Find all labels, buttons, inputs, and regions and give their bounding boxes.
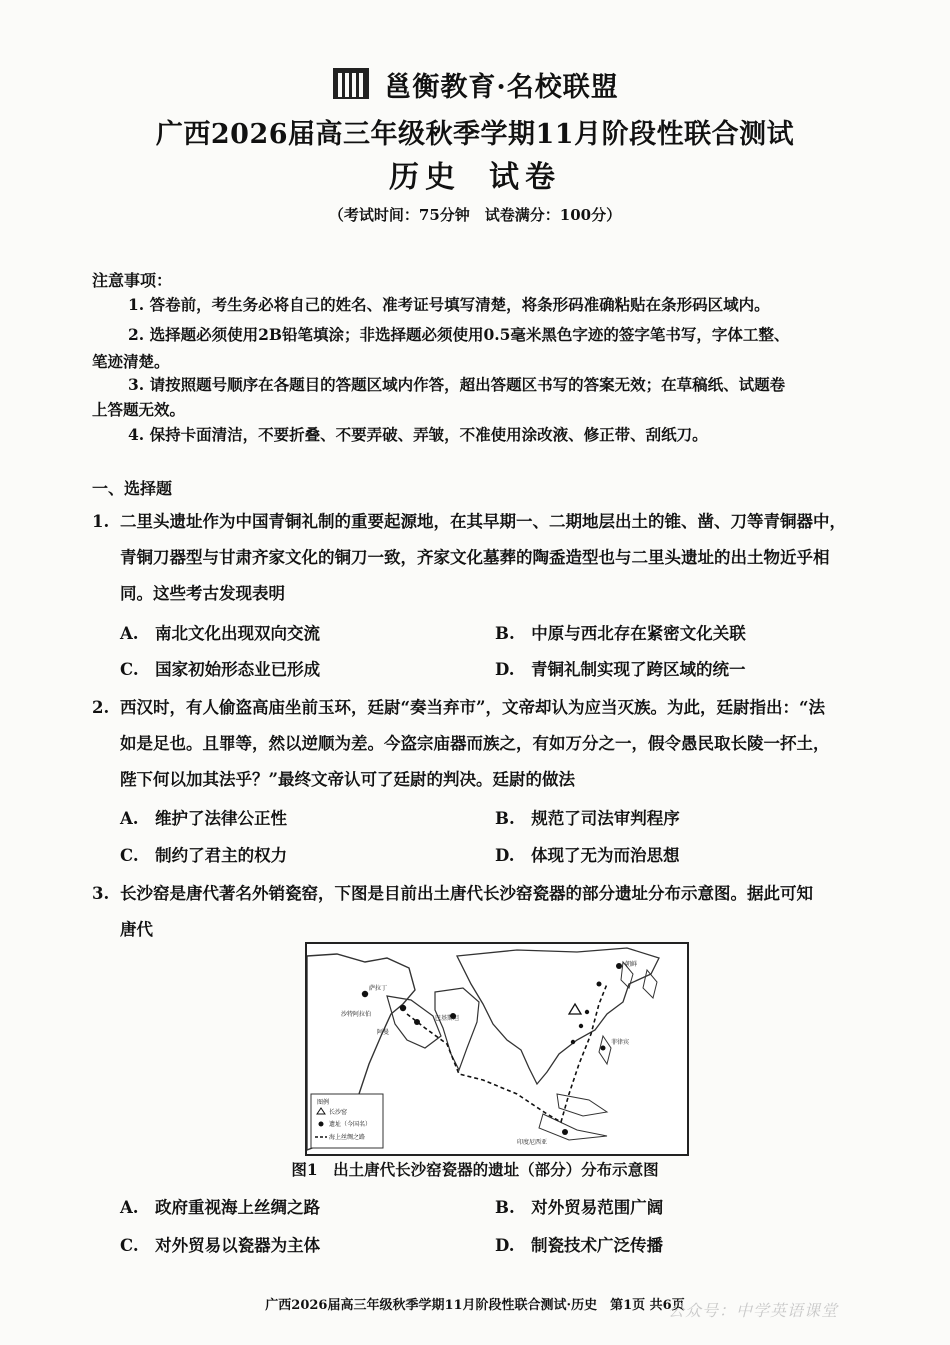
question-text: 二里头遗址作为中国青铜礼制的重要起源地，在其早期一、二期地层出土的锥、凿、刀等青铜器中， [120, 512, 846, 531]
question-text: 陛下何以加其法乎？”最终文帝认可了廷尉的判决。廷尉的做法 [120, 770, 575, 789]
note-item: 2. 选择题必须使用2B铅笔填涂；非选择题必须使用0.5毫米黑色字迹的签字笔书写，字体工整、 [128, 325, 790, 344]
site-dot [585, 1010, 589, 1014]
subject-title [0, 152, 950, 196]
site-dot [562, 1129, 568, 1135]
site-dot [571, 1040, 575, 1044]
question-number: 1. [92, 512, 110, 531]
option-b[interactable]: B. 规范了司法审判程序 [495, 809, 680, 828]
books-logo-icon [331, 64, 371, 104]
map-label: 萨拉丁 [369, 985, 388, 992]
map-label: 巴基斯坦 [435, 1015, 460, 1022]
exam-meta: （考试时间：75分钟 试卷满分：100分） [328, 206, 622, 224]
site-dot [616, 963, 622, 969]
map-label: 沙特阿拉伯 [341, 1011, 372, 1018]
paper-type: 试卷 [489, 160, 561, 195]
legend-dot-icon [319, 1122, 324, 1127]
option-a[interactable]: A. 南北文化出现双向交流 [120, 624, 321, 643]
legend-title: 图例 [317, 1099, 330, 1106]
site-dot [362, 991, 368, 997]
legend-item: 遗址（今国名） [329, 1121, 372, 1128]
coastline-india [435, 988, 479, 1070]
question-number: 3. [92, 884, 110, 903]
note-item: 笔迹清楚。 [92, 352, 170, 371]
coastline-japan [643, 970, 657, 998]
figure-caption: 图1 出土唐代长沙窑瓷器的遗址（部分）分布示意图 [291, 1160, 659, 1179]
section-title: 一、选择题 [92, 479, 173, 498]
option-c[interactable]: C. 对外贸易以瓷器为主体 [120, 1236, 321, 1255]
header-brand-row [0, 64, 950, 104]
map-label: 朝鲜 [625, 961, 638, 968]
question-3 [92, 876, 882, 948]
note-item: 上答题无效。 [92, 400, 186, 419]
site-dot [414, 1019, 420, 1025]
question-text: 青铜刀器型与甘肃齐家文化的铜刀一致，齐家文化墓葬的陶盉造型也与二里头遗址的出土物近乎相 [120, 548, 830, 567]
option-c[interactable]: C. 制约了君主的权力 [120, 846, 288, 865]
subject-name: 历史 [389, 160, 461, 195]
page-footer: 广西2026届高三年级秋季学期11月阶段性联合测试·历史 第1页 共6页 [265, 1298, 685, 1313]
map-legend [311, 1094, 383, 1148]
site-dot [601, 1046, 606, 1051]
question-2 [92, 690, 882, 798]
legend-item: 长沙窑 [329, 1109, 348, 1116]
legend-item: 海上丝绸之路 [329, 1134, 366, 1141]
exam-title: 广西2026届高三年级秋季学期11月阶段性联合测试 [155, 119, 795, 150]
site-dot [579, 1024, 583, 1028]
question-number: 2. [92, 698, 110, 717]
notes-heading: 注意事项： [92, 271, 173, 290]
note-item: 4. 保持卡面清洁，不要折叠、不要弄破、弄皱，不准使用涂改液、修正带、刮纸刀。 [128, 425, 708, 444]
option-a[interactable]: A. 维护了法律公正性 [120, 809, 288, 828]
island-java [539, 1114, 607, 1140]
map-label: 印度尼西亚 [517, 1139, 548, 1146]
kiln-triangle-icon [569, 1004, 581, 1014]
question-1 [92, 504, 882, 612]
brand-name: 邕衡教育·名校联盟 [384, 71, 619, 103]
question-text: 西汉时，有人偷盗高庙坐前玉环，廷尉“奏当弃市”，文帝却认为应当灭族。为此，廷尉指出：“法 [120, 698, 825, 717]
island-philippines [599, 1036, 611, 1064]
option-c[interactable]: C. 国家初始形态业已形成 [120, 660, 321, 679]
option-d[interactable]: D. 制瓷技术广泛传播 [495, 1236, 663, 1255]
option-b[interactable]: B. 对外贸易范围广阔 [495, 1198, 664, 1217]
site-dot [597, 982, 602, 987]
watermark: 公众号：中学英语课堂 [668, 1301, 839, 1320]
question-text: 同。这些考古发现表明 [120, 584, 285, 603]
option-a[interactable]: A. 政府重视海上丝绸之路 [120, 1198, 321, 1217]
distribution-map [305, 942, 689, 1156]
note-item: 1. 答卷前，考生务必将自己的姓名、准考证号填写清楚，将条形码准确粘贴在条形码区域内。 [128, 295, 770, 314]
question-text: 长沙窑是唐代著名外销瓷窑，下图是目前出土唐代长沙窑瓷器的部分遗址分布示意图。据此可知 [120, 884, 813, 903]
option-d[interactable]: D. 体现了无为而治思想 [495, 846, 680, 865]
site-dot [400, 1005, 406, 1011]
map-label: 阿曼 [377, 1029, 390, 1036]
option-d[interactable]: D. 青铜礼制实现了跨区域的统一 [495, 660, 746, 679]
option-b[interactable]: B. 中原与西北存在紧密文化关联 [495, 624, 746, 643]
note-item: 3. 请按照题号顺序在各题目的答题区域内作答，超出答题区书写的答案无效；在草稿纸、试题卷 [128, 375, 786, 394]
question-text: 如是足也。且罪等，然以逆顺为差。今盗宗庙器而族之，有如万分之一，假令愚民取长陵一抔土， [120, 734, 830, 753]
maritime-silk-route [407, 984, 607, 1122]
island-borneo [557, 1094, 607, 1116]
question-text: 唐代 [120, 920, 153, 939]
map-label: 菲律宾 [611, 1039, 630, 1046]
